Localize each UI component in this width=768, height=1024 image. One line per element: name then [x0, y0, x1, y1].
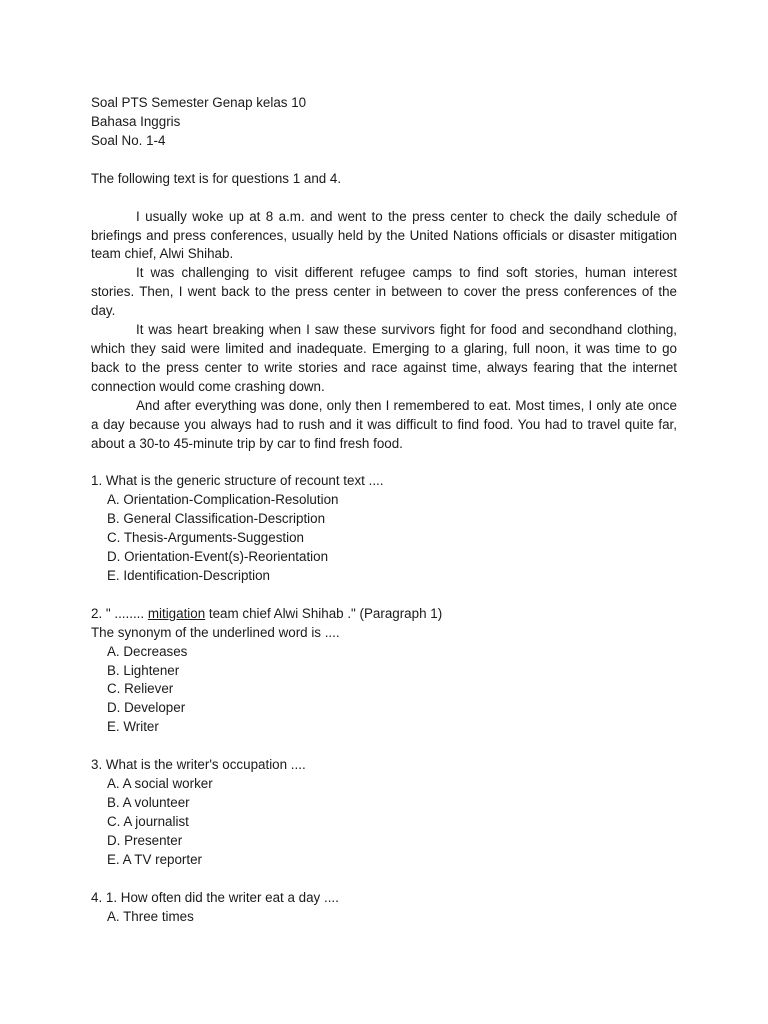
answer-option: A. Orientation-Complication-Resolution: [107, 492, 339, 508]
passage-paragraph-2: It was challenging to visit different refugee camps to find soft stories, human interest stories. Then, I went back to the press center in between to cover the press conferences of the day.: [91, 265, 677, 319]
document-header: [91, 94, 677, 151]
intro-text: The following text is for questions 1 and 4.: [91, 170, 342, 186]
reading-passage: [91, 208, 677, 454]
passage-paragraph-1: I usually woke up at 8 a.m. and went to the press center to check the daily schedule of briefings and press conferences, usually held by the United Nations officials or disaster mitigation team chief, Alwi Shihab.: [91, 208, 677, 262]
answer-option: C. Thesis-Arguments-Suggestion: [107, 530, 304, 546]
answer-option: E. A TV reporter: [107, 851, 203, 867]
question-prompt: 1. What is the generic structure of recount text ....: [91, 473, 384, 489]
answer-option: C. Reliever: [107, 681, 174, 697]
question-prompt: 2. " ........ mitigation team chief Alwi Shihab ." (Paragraph 1): [91, 605, 443, 621]
answer-option: C. A journalist: [107, 813, 189, 829]
answer-option: B. General Classification-Description: [107, 511, 326, 527]
answer-option: B. Lightener: [107, 662, 180, 678]
answer-option: D. Developer: [107, 700, 186, 716]
passage-paragraph-4: And after everything was done, only then I remembered to eat. Most times, I only ate once a day because you always had to rush and it was difficult to find food. You had to travel quite far, about a 30-to 45-minute trip by car to find fresh food.: [91, 397, 677, 451]
answer-option: A. Three times: [107, 908, 194, 924]
answer-option: E. Writer: [107, 719, 159, 735]
header-subject: Bahasa Inggris: [91, 113, 181, 129]
underlined-word: mitigation: [147, 605, 206, 621]
answer-option: B. A volunteer: [107, 795, 190, 810]
answer-options: [91, 775, 677, 870]
passage-paragraph-3: It was heart breaking when I saw these survivors fight for food and secondhand clothing, which they said were limited and inadequate. Emerging to a glaring, full noon, it was time to go back to the press center to write stories and race against time, always fearing that the internet connection would come crashing down.: [91, 322, 677, 394]
question-prompt: 4. 1. How often did the writer eat a day ....: [91, 889, 339, 905]
question-prompt: 3. What is the writer's occupation ....: [91, 757, 306, 773]
answer-option: D. Presenter: [107, 832, 183, 848]
answer-option: A. Decreases: [107, 643, 188, 659]
answer-options: [91, 491, 677, 586]
question-1: [91, 472, 677, 585]
question-4: [91, 889, 677, 927]
question-prompt-secondary: The synonym of the underlined word is ....: [91, 624, 340, 640]
answer-options: [91, 643, 677, 738]
answer-option: E. Identification-Description: [107, 567, 270, 583]
question-3: [91, 756, 677, 869]
question-2: [91, 605, 677, 737]
header-question-range: Soal No. 1-4: [91, 132, 166, 148]
header-title: Soal PTS Semester Genap kelas 10: [91, 95, 307, 110]
answer-option: D. Orientation-Event(s)-Reorientation: [107, 549, 329, 565]
answer-option: A. A social worker: [107, 776, 213, 792]
answer-options: [91, 908, 677, 927]
